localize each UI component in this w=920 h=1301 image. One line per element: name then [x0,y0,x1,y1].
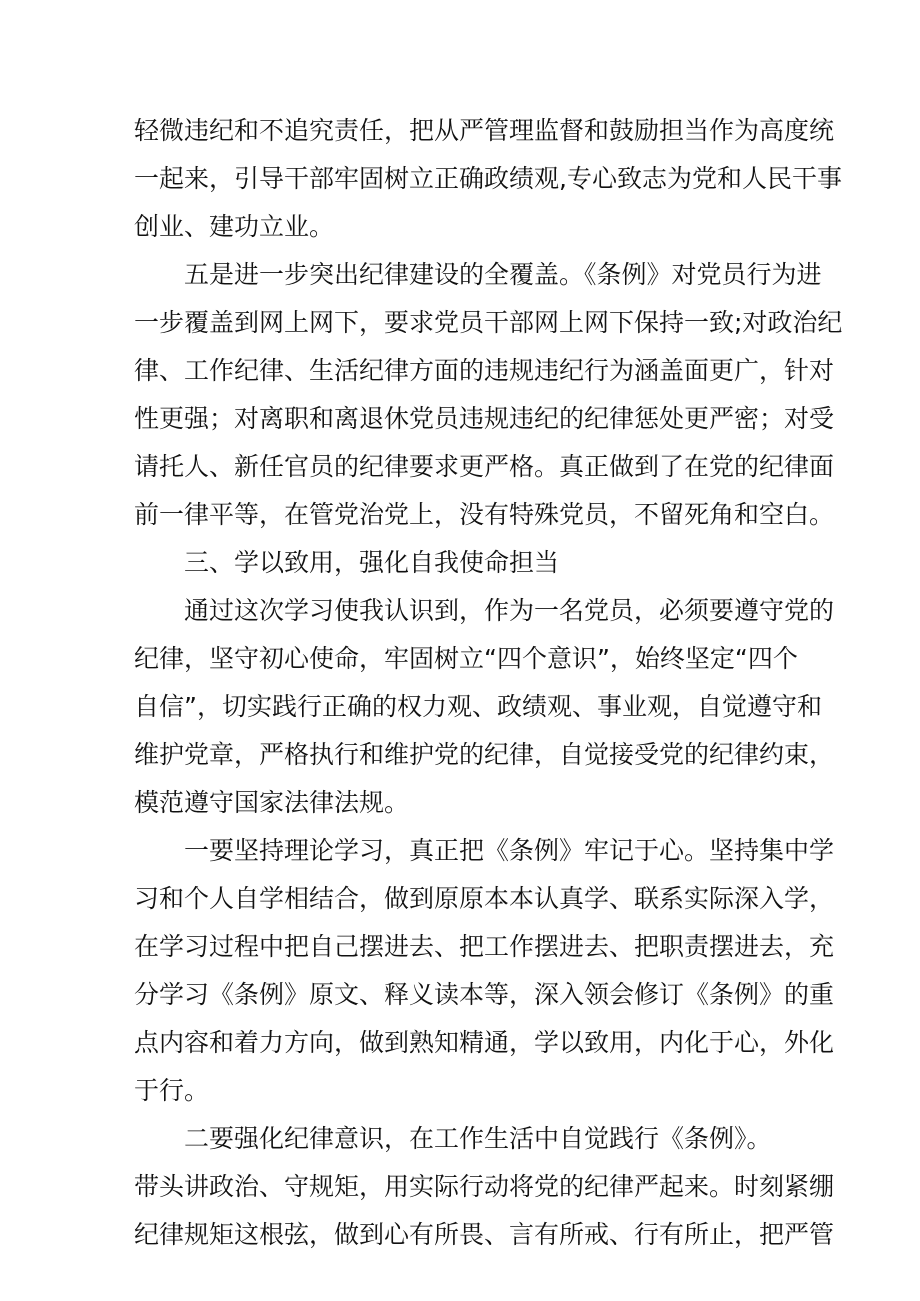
text-line: 创业、建功立业。 [134,212,335,241]
text-line: 习和个人自学相结合，做到原原本本认真学、联系实际深入学， [134,884,835,913]
text-line: 分学习《条例》原文、释义读本等，深入领会修订《条例》的重 [134,980,835,1009]
text-line: 维护党章，严格执行和维护党的纪律，自觉接受党的纪律约束， [134,740,835,769]
text-line: 纪律规矩这根弦，做到心有所畏、言有所戒、行有所止，把严管 [134,1220,835,1249]
paragraph-start-line: 二要强化纪律意识，在工作生活中自觉践行《条例》。 [184,1124,772,1153]
text-line: 轻微违纪和不追究责任，把从严管理监督和鼓励担当作为高度统 [134,116,835,145]
text-line: 带头讲政治、守规矩，用实际行动将党的纪律严起来。时刻紧绷 [134,1172,835,1201]
text-line: 前一律平等，在管党治党上，没有特殊党员，不留死角和空白。 [134,500,835,529]
paragraph-start-line: 通过这次学习使我认识到，作为一名党员，必须要遵守党的 [184,596,835,625]
paragraph-start-line: 一要坚持理论学习，真正把《条例》牢记于心。坚持集中学 [184,836,835,865]
text-line: 自信”，切实践行正确的权力观、政绩观、事业观，自觉遵守和 [134,692,822,721]
text-line: 点内容和着力方向，做到熟知精通，学以致用，内化于心，外化 [134,1028,835,1057]
text-line: 一起来，引导干部牢固树立正确政绩观,专心致志为党和人民干事 [134,164,842,193]
text-line: 纪律，坚守初心使命，牢固树立“四个意识”，始终坚定“四个 [134,644,798,673]
text-line: 性更强；对离职和离退休党员违规违纪的纪律惩处更严密；对受 [134,404,835,433]
text-line: 一步覆盖到网上网下，要求党员干部网上网下保持一致;对政治纪 [134,308,843,337]
section-heading: 三、学以致用，强化自我使命担当 [184,548,560,577]
text-line: 模范遵守国家法律法规。 [134,788,410,817]
text-line: 于行。 [134,1076,210,1105]
text-line: 请托人、新任官员的纪律要求更严格。真正做到了在党的纪律面 [134,452,835,481]
text-line: 律、工作纪律、生活纪律方面的违规违纪行为涵盖面更广，针对 [134,356,835,385]
paragraph-start-line: 五是进一步突出纪律建设的全覆盖。《条例》对党员行为进 [184,260,822,289]
text-line: 在学习过程中把自己摆进去、把工作摆进去、把职责摆进去，充 [134,932,835,961]
